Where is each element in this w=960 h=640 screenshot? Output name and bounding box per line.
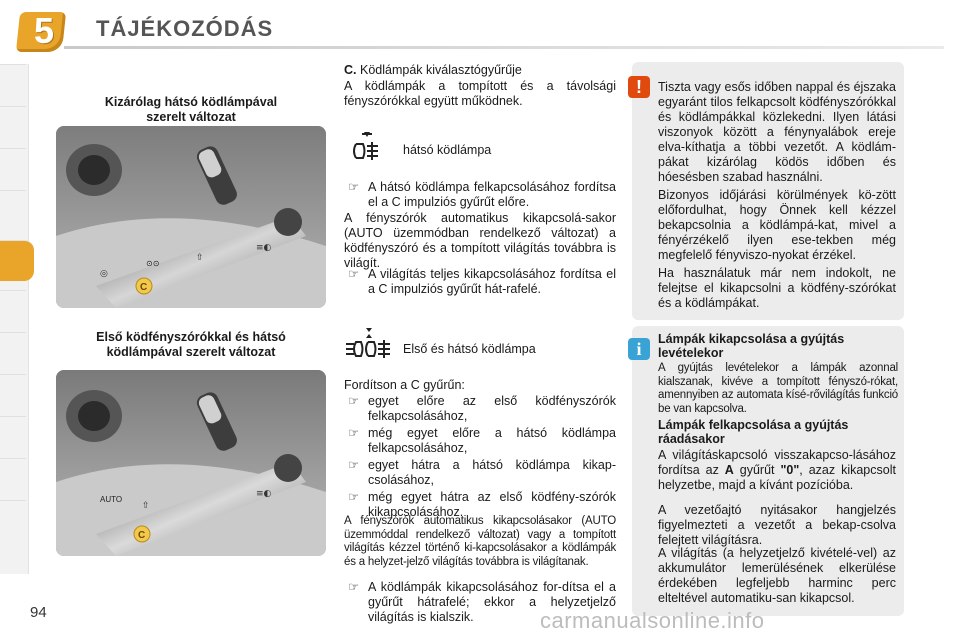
chapter-tab[interactable] [0,64,26,105]
info-paragraph: A világítás (a helyzetjelző kivételé-vel) az akkumulátor lemerülésének elkerülése érdekében legfeljebb harminc perc elteltével automatiku-san kikapcsol. [658,546,896,605]
warning-icon: ! [628,76,650,98]
chapter-tab-strip [0,64,29,574]
turn-ring-intro [344,378,616,393]
hand-pointer-icon: ☞ [348,267,360,281]
chapter-tab[interactable] [0,332,26,373]
title-line: ködlámpával szerelt változat [106,345,276,359]
info-title-ignition-off: Lámpák kikapcsolása a gyújtás levételekor [658,332,845,360]
chapter-tab[interactable] [0,190,26,231]
svg-text:⇧: ⇧ [196,253,204,263]
info-paragraph: A vezetőajtó nyitásakor hangjelzés figyelmezteti a vezetőt a bekap-csolva felejtett világításra. [658,503,896,547]
bullet-item [344,394,616,424]
front-rear-fog-label: Első és hátsó ködlámpa [403,342,536,356]
chapter-tab[interactable] [0,500,26,541]
chapter-tab-active[interactable] [0,240,34,281]
bullet-item [344,267,616,297]
svg-text:⇧: ⇧ [142,501,150,511]
warning-paragraph: Bizonyos időjárási körülmények kö-zött előfordulhat, hogy Önnek kell kézzel bekapcsolnia a ködlámpá-kat, mivel a fényérzékelő ilyen ese-tekben még megfelelő fényviszo-nyokat érzékel. [658,188,896,262]
bullet-item [344,180,616,210]
auto-mode-paragraph: A fényszórók automatikus kikapcsolá-sakor (AUTO üzemmódban rendelkező változat) a ködfényszóró és a tompított világítás továbbra is világít. [344,211,616,270]
chapter-tab[interactable] [0,458,26,499]
ring-a-label: A [724,463,734,477]
svg-text:≡◐: ≡◐ [256,243,272,253]
hand-pointer-icon: ☞ [348,580,360,594]
svg-text:⊙⊙: ⊙⊙ [146,259,160,268]
rear-fog-label: hátsó ködlámpa [403,143,492,157]
watermark: carmanualsonline.info [540,608,765,633]
svg-text:≡◐: ≡◐ [256,489,272,499]
warning-paragraph: Tiszta vagy esős időben nappal és éjszaka egyaránt tilos felkapcsolt ködfényszórókkal és ködlámpákkal közlekedni. Ilyen látási viszonyok között a fénynyalábok ereje elva-kíthatja a többi vezetőt. A ködlám-pákat kizárólag ködös időben és hóesésben szabad használni. [658,80,896,184]
hand-pointer-icon: ☞ [348,490,360,504]
section-title-front-and-rear-fog [66,330,316,360]
front-rear-fog-lamp-icon [344,326,394,360]
bullet-text: egyet hátra a hátsó ködlámpa kikap-csolásához, [368,458,616,487]
hand-pointer-icon: ☞ [348,426,360,440]
bullet-text: A hátsó ködlámpa felkapcsolásához fordítsa el a C impulziós gyűrűt előre. [368,180,616,209]
warning-paragraph: Ha használatuk már nem indokolt, ne felejtse el kikapcsolni a ködfény-szórókat és a ködlámpákat. [658,266,896,310]
turn-intro-text: Fordítson a C gyűrűn: [344,378,465,392]
text-run: gyűrűt [739,463,775,477]
bullet-item [344,426,616,456]
rear-fog-lamp-icon [350,130,384,164]
info-title-ignition-on: Lámpák felkapcsolása a gyújtás ráadásakor [658,418,849,446]
position-zero-label: "0" [780,463,800,477]
auto-off-note: A fényszórók automatikus kikapcsolásakor (AUTO üzemmóddal rendelkező változat) vagy a tompított világítás kézzel történő ki-kapcsolásakor a ködlámpák és a helyzet-jelző világítás továbbra is világítanak. [344,515,616,568]
ring-c-label: C [138,530,146,541]
text-run: A világításkapcsoló visszakapcso-lásához fordítsa az [658,448,896,477]
hand-pointer-icon: ☞ [348,458,360,472]
chapter-tab[interactable] [0,148,26,189]
bullet-text: még egyet hátra az első ködfény-szórók kikapcsolásához. [368,490,616,519]
stalk-photo-1 [56,126,326,308]
stalk-photo-2 [56,370,326,556]
chapter-tab[interactable] [0,374,26,415]
hand-pointer-icon: ☞ [348,180,360,194]
bullet-text: A világítás teljes kikapcsolásához fordítsa el a C impulziós gyűrűt hát-rafelé. [368,267,616,296]
title-line: Első ködfényszórókkal és hátsó [96,330,286,344]
heading-text: Ködlámpák kiválasztógyűrűje [359,63,522,77]
intro-paragraph: A ködlámpák a tompított és a távolsági fényszórókkal együtt működnek. [344,79,616,108]
chapter-tab[interactable] [0,290,26,331]
ring-heading [344,63,616,78]
fog-stalk-image [56,370,326,556]
heading-letter: C. [344,63,357,77]
bullet-item [344,458,616,488]
page-number: 94 [30,604,47,621]
info-icon: i [628,338,650,360]
chapter-number: 5 [33,10,55,51]
title-line: szerelt változat [146,110,236,124]
chapter-tab[interactable] [0,416,26,457]
auto-label: AUTO [100,495,123,504]
hand-pointer-icon: ☞ [348,394,360,408]
title-line: Kizárólag hátsó ködlámpával [104,95,278,109]
info-paragraph: A gyújtás levételekor a lámpák azonnal kialszanak, kivéve a tompított fényszó-rókat, amennyiben az automata kísé-rővilágítás funkció be van kapcsolva. [658,362,898,415]
bullet-text: még egyet előre a hátsó ködlámpa felkapcsolásához, [368,426,616,455]
turn-ring-bullets [344,394,616,520]
ring-c-label: C [140,282,148,293]
svg-text:◎: ◎ [100,269,108,279]
text-run: , azaz kikapcsolt helyzetbe, majd a kívánt pozícióba. [658,463,896,492]
bullet-text: A ködlámpák kikapcsolásához for-dítsa el a gyűrűt hátrafelé; ekkor a helyzetjelző világítás is kialszik. [368,580,616,624]
header-rule [64,46,944,49]
chapter-tab[interactable] [0,106,26,147]
bullet-text: egyet előre az első ködfényszórók felkapcsolásához, [368,394,616,423]
info-paragraph [658,448,896,493]
section-title-rear-fog-only [66,95,316,125]
fog-stalk-image [56,126,326,308]
chapter-title: TÁJÉKOZÓDÁS [96,16,274,41]
